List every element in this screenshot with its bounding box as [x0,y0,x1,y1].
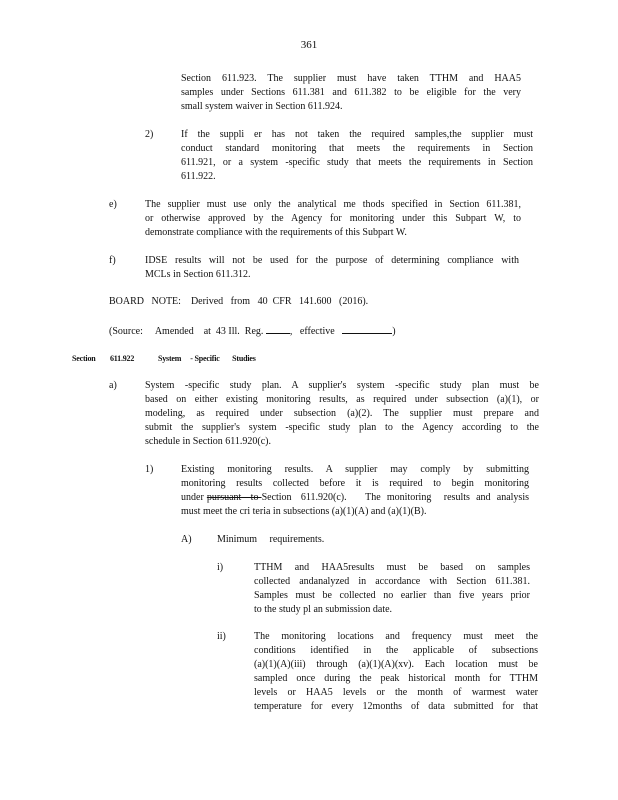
board-note: BOARD NOTE: Derived from 40 CFR 141.600 (2016). [109,296,369,307]
text-fragment: under [181,492,207,503]
text-line: conditions identified in the applicable of subsections [254,645,538,656]
struck-text: pursuant to [206,492,262,503]
text-line: Section 611.923. The supplier must have taken TTHM and HAA5 [181,73,521,84]
item-e-paragraph [145,198,521,240]
item-ii-label: ii) [217,631,226,642]
text-line: demonstrate compliance with the requirements of this Subpart W. [145,227,407,238]
item-2-label: 2) [145,129,154,140]
text-line: TTHM and HAA5results must be based on samples [254,562,530,573]
text-line [181,491,529,505]
item-i-label: i) [217,562,224,573]
text-line: conduct standard monitoring that meets the requirements in Section [181,143,533,154]
item-a1-label: 1) [145,464,154,475]
text-line: samples under Sections 611.381 and 611.382 to be eligible for the very [181,87,521,98]
text-line: to the study pl an submission date. [254,604,393,615]
item-2-paragraph [181,128,533,184]
item-A-heading: Minimum requirements. [217,534,325,545]
text-line: 611.921, or a system -specific study that meets the requirements in Section [181,157,533,168]
text-line: or otherwise approved by the Agency for monitoring under this Subpart W, to [145,213,521,224]
item-ii-paragraph [254,630,538,714]
text-line: must meet the cri teria in subsections (a)(1)(A) and (a)(1)(B). [181,506,427,517]
item-a-label: a) [109,380,117,391]
text-line: System -specific study plan. A supplier's system -specific study plan must be [145,380,539,391]
text-line: temperature for every 12months of data submitted for that [254,701,538,712]
continuation-paragraph [181,72,521,114]
text-line: monitoring results collected before it is required to begin monitoring [181,478,529,489]
text-line: (a)(1)(A)(iii) through (a)(1)(A)(xv). Each location must be [254,659,538,670]
effective-date-blank [342,323,392,334]
source-note [109,323,396,339]
item-a-paragraph [145,379,539,449]
item-a1-paragraph [181,463,529,519]
text-line: levels or HAA5 levels or the month of warmest water [254,687,538,698]
reg-page-blank [266,323,290,334]
text-line: schedule in Section 611.920(c). [145,436,271,447]
text-line: Existing monitoring results. A supplier may comply by submitting [181,464,529,475]
source-prefix: (Source: Amended at 43 Ill. Reg. [109,326,264,337]
text-line: collected andanalyzed in accordance with Section 611.381. [254,576,530,587]
section-title: System - Specific Studies [158,354,256,363]
text-line: small system waiver in Section 611.924. [181,101,343,112]
text-line: modeling, as required under subsection (a)(2). The supplier must prepare and [145,408,539,419]
text-line: The monitoring locations and frequency must meet the [254,631,538,642]
text-line: sampled once during the peak historical month for TTHM [254,673,538,684]
text-line: MCLs in Section 611.312. [145,269,251,280]
section-number: 611.922 [110,354,135,363]
text-line: based on either existing monitoring results, as required under subsection (a)(1), or [145,394,539,405]
text-fragment: Section 611.920(c). The monitoring results and analysis [261,492,529,503]
item-i-paragraph [254,561,530,617]
section-word: Section [72,354,96,363]
item-f-label: f) [109,255,116,266]
text-line: 611.922. [181,171,216,182]
text-line: If the suppli er has not taken the required samples,the supplier must [181,129,533,140]
source-suffix: ) [392,326,396,337]
text-line: Samples must be collected no earlier than five years prior [254,590,530,601]
item-e-label: e) [109,199,117,210]
page-number: 361 [300,39,318,51]
text-line: IDSE results will not be used for the purpose of determining compliance with [145,255,519,266]
text-line: The supplier must use only the analytical me thods specified in Section 611.381, [145,199,521,210]
item-A-label: A) [181,534,192,545]
source-middle: , effective [289,326,335,337]
text-line: submit the supplier's system -specific study plan to the Agency according to the [145,422,539,433]
item-f-paragraph [145,254,519,282]
